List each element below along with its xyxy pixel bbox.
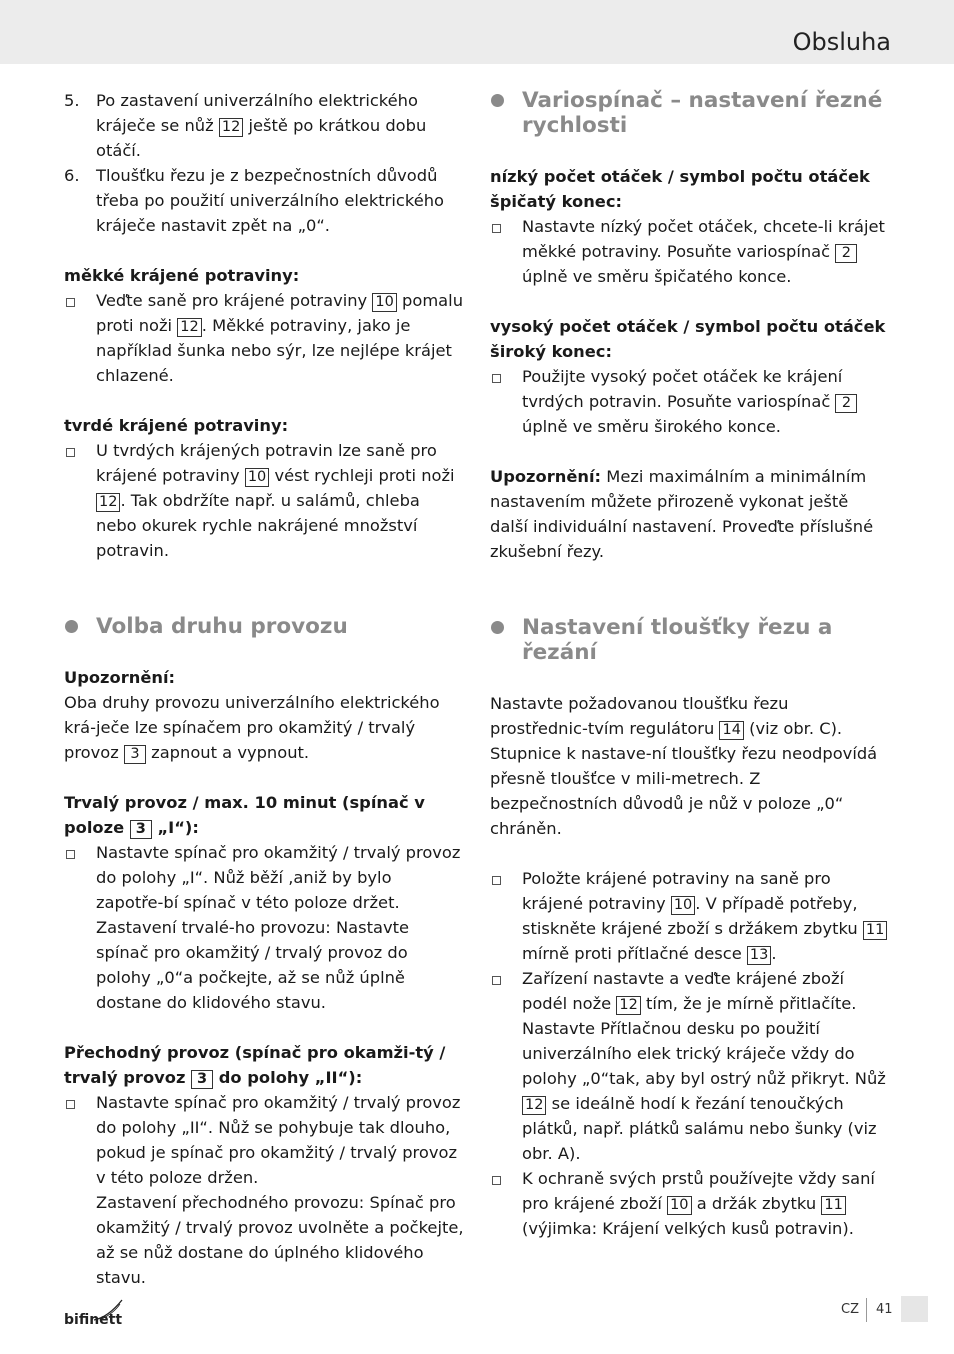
list-number: 6.	[64, 166, 80, 185]
list-item	[64, 438, 464, 563]
ref-badge: 3	[130, 820, 152, 839]
subheading-text: „I“):	[157, 818, 199, 837]
paragraph	[64, 690, 464, 765]
list-text: (výjimka: Krájení velkých kusů potravin).	[522, 1219, 854, 1238]
list-text: pomalu proti noži	[96, 291, 464, 335]
subheading-text: Trvalý provoz / max. 10 minut (spínač v poloze	[64, 793, 425, 837]
list-text: . Tak obdržíte např. u salámů, chleba nebo okurek rychle nakrájené množství potravin.	[96, 491, 420, 560]
ref-badge: 13	[747, 946, 771, 965]
note-label: Upozornění:	[490, 467, 602, 486]
list-text: Použijte vysoký počet otáček ke krájení tvrdých potravin. Posuňte variospínač	[522, 367, 843, 411]
list-text: a držák zbytku	[696, 1194, 817, 1213]
brand-logo-text: bifinett	[64, 1312, 123, 1328]
ref-badge: 12	[522, 1096, 546, 1115]
list-text: U tvrdých krájených potravin lze saně pro krájené potraviny	[96, 441, 437, 485]
note-paragraph	[490, 464, 890, 564]
list-text: se ideálně hodí k řezání tenoučkých plátků, např. plátků salámu nebo šunky (viz obr. A).	[522, 1094, 877, 1163]
subheading: tvrdé krájené potraviny:	[64, 416, 289, 435]
paragraph-text: Mezi maximálním a minimálním nastavením můžete přirozeně vykonat ještě další individuální nastavení. Proveďte příslušné zkušební řezy.	[490, 467, 874, 561]
ref-badge: 12	[96, 493, 120, 512]
list-text: Veďte saně pro krájené potraviny	[96, 291, 368, 310]
list-item	[490, 966, 890, 1166]
list-text: vést rychleji proti noži	[274, 466, 455, 485]
note-label: Upozornění:	[64, 668, 176, 687]
list-item	[64, 163, 464, 238]
list-item	[64, 88, 464, 163]
bullet-list	[490, 866, 890, 1241]
page-title: Obsluha	[792, 28, 891, 56]
bullet-list	[490, 214, 890, 289]
numbered-list	[64, 88, 464, 238]
ref-badge: 10	[671, 896, 695, 915]
list-item	[64, 1090, 464, 1290]
brand-logo	[64, 1298, 128, 1328]
list-text: úplně ve směru širokého konce.	[522, 417, 781, 436]
paragraph-text: (viz obr. C). Stupnice k nastave-ní tloušťky řezu neodpovídá přesně tloušťce v mili-metrech. Z bezpečnostních důvodů je nůž v poloze „0“ chráněn.	[490, 719, 878, 838]
ref-badge: 10	[245, 468, 269, 487]
list-text: .	[771, 944, 777, 963]
subheading	[64, 1040, 464, 1090]
language-code: CZ	[841, 1302, 859, 1317]
list-text: Nastavte nízký počet otáček, chcete-li krájet měkké potraviny. Posuňte variospínač	[522, 217, 885, 261]
page-header	[0, 0, 954, 64]
bullet-list	[490, 364, 890, 439]
paragraph-text: zapnout a vypnout.	[151, 743, 310, 762]
list-text: tím, že je mírně přitlačíte. Nastavte Přítlačnou desku po použití univerzálního elek trický kráječe vždy do polohy „0“tak, aby byl ostrý nůž přikryt. Nůž	[522, 994, 886, 1088]
subheading	[64, 790, 464, 840]
list-text: úplně ve směru špičatého konce.	[522, 267, 792, 286]
ref-badge: 2	[835, 244, 857, 263]
list-item: Nastavte spínač pro okamžitý / trvalý provoz do polohy „I“. Nůž běží ,aniž by bylo zapotře-bí spínač v této poloze držet. Zastavení trvalé-ho provozu: Nastavte spínač pro okamžitý / trvalý provoz do polohy „0“a počkejte, až se nůž úplně dostane do klidového stavu.	[64, 840, 464, 1015]
list-text: Položte krájené potraviny na saně pro krájené potraviny	[522, 869, 831, 913]
list-text: ještě po krátkou dobu otáčí.	[96, 116, 427, 160]
bullet-list	[64, 438, 464, 563]
right-column	[490, 88, 890, 1241]
paragraph-text: Oba druhy provozu univerzálního elektrického krá-ječe lze spínačem pro okamžitý / trvalý provoz	[64, 693, 440, 762]
list-text: . Měkké potraviny, jako je například šunka nebo sýr, lze nejlépe krájet chlazené.	[96, 316, 452, 385]
list-text: Zařízení nastavte a veďte krájené zboží podél nože	[522, 969, 845, 1013]
list-item	[490, 866, 890, 966]
page-tab-marker	[901, 1296, 928, 1322]
footer-divider	[866, 1298, 867, 1322]
paragraph-text: Nastavte požadovanou tloušťku řezu prostřednic-tvím regulátoru	[490, 694, 789, 738]
list-text: K ochraně svých prstů používejte vždy saní pro krájené zboží	[522, 1169, 875, 1213]
bullet-list	[64, 840, 464, 1015]
bullet-list	[64, 1090, 464, 1290]
subheading: vysoký počet otáček / symbol počtu otáček široký konec:	[490, 317, 886, 361]
subheading: měkké krájené potraviny:	[64, 266, 300, 285]
list-item	[490, 1166, 890, 1241]
bullet-list	[64, 288, 464, 388]
page-number: 41	[876, 1302, 893, 1317]
section-heading: Volba druhu provozu	[64, 614, 464, 639]
subheading: nízký počet otáček / symbol počtu otáček špičatý konec:	[490, 167, 870, 211]
list-text: . V případě potřeby, stiskněte krájené zboží s držákem zbytku	[522, 894, 858, 938]
list-text: Tloušťku řezu je z bezpečnostních důvodů třeba po použití univerzálního elektrického kráječe nastavit zpět na „0“.	[96, 166, 444, 235]
list-text: mírně proti přítlačné desce	[522, 944, 742, 963]
ref-badge: 3	[124, 745, 146, 764]
paragraph	[490, 691, 890, 841]
ref-badge: 11	[821, 1196, 845, 1215]
ref-badge: 12	[219, 118, 243, 137]
ref-badge: 12	[177, 318, 201, 337]
list-item	[490, 214, 890, 289]
list-text: Nastavte spínač pro okamžitý / trvalý provoz do polohy „II“. Nůž se pohybuje tak dlouho, pokud je spínač pro okamžitý / trvalý provoz v této poloze držen.	[96, 1093, 461, 1187]
section-heading: Nastavení tloušťky řezu a řezání	[490, 615, 890, 665]
ref-badge: 10	[372, 293, 396, 312]
list-number: 5.	[64, 91, 80, 110]
ref-badge: 3	[191, 1070, 213, 1089]
list-text: Po zastavení univerzálního elektrického kráječe se nůž	[96, 91, 418, 135]
ref-badge: 10	[667, 1196, 691, 1215]
list-item	[64, 288, 464, 388]
list-text: Zastavení přechodného provozu: Spínač pro okamžitý / trvalý provoz uvolněte a počkejte, až se nůž dostane do úplného klidového stavu.	[96, 1193, 464, 1287]
list-item	[490, 364, 890, 439]
subheading-text: do polohy „II“):	[218, 1068, 363, 1087]
ref-badge: 11	[863, 921, 887, 940]
subheading-text: Přechodný provoz (spínač pro okamži-tý / trvalý provoz	[64, 1043, 446, 1087]
ref-badge: 12	[616, 996, 640, 1015]
left-column	[64, 88, 464, 1290]
ref-badge: 14	[719, 721, 743, 740]
section-heading: Variospínač – nastavení řezné rychlosti	[490, 88, 890, 138]
ref-badge: 2	[835, 394, 857, 413]
